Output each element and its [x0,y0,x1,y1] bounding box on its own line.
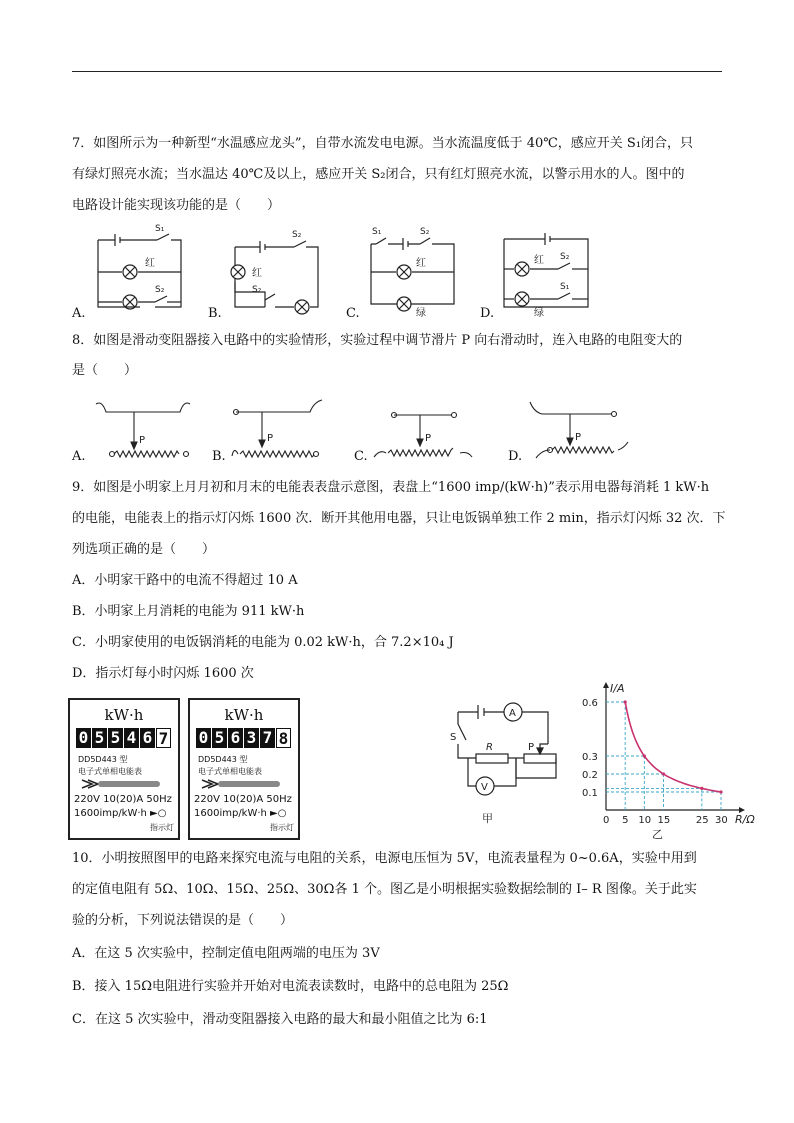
svg-text:甲: 甲 [482,812,493,825]
q8-rheostat-a [94,398,214,464]
meter-spec: 220V 10(20)A 50Hz [74,794,172,805]
q8-rheostat-b [232,396,342,464]
meter-indicator-label: 指示灯 [270,823,294,832]
y-tick-label: 0.6 [582,698,598,709]
meter-arrow-icon [80,778,170,790]
q9-option-d: D．指示灯每小时闪烁 1600 次 [72,666,254,681]
data-point [662,772,665,775]
meter-unit: kW·h [224,706,264,724]
svg-text:S: S [450,732,457,743]
header-rule [72,71,722,72]
q7-line1: 7．如图所示为一种新型“水温感应龙头”，自带水流发电电源。当水流温度低于 40℃，感应开关 S₁闭合，只 [72,136,694,151]
meter-name: 电子式单相电能表 [78,767,142,776]
q10-option-c: C．在这 5 次实验中，滑动变阻器接入电路的最大和最小阻值之比为 6:1 [72,1012,488,1027]
q7-circuit-c [368,222,458,317]
x-tick-label: 10 [638,815,652,826]
svg-text:绿: 绿 [416,308,426,319]
q8-option-b: B. [212,449,226,464]
x-tick-label: 5 [622,815,629,826]
s1-label: S₁ [155,224,165,234]
energy-meter-end [188,698,300,840]
meter-digits [76,728,172,748]
meter-digit: 5 [92,728,107,748]
q7-circuit-b [230,222,325,317]
meter-name: 电子式单相电能表 [198,767,262,776]
svg-text:S₂: S₂ [252,285,262,295]
q10-graph-yi [576,680,756,840]
q10-line1: 10．小明按照图甲的电路来探究电流与电阻的关系，电源电压恒为 5V，电流表量程为 0~0.6A，实验中用到 [72,851,697,866]
i-r-curve [625,702,721,792]
y-tick-label: 0.2 [582,770,598,781]
q9-line2: 的电能，电能表上的指示灯闪烁 1600 次．断开其他用电器，只让电饭锅单独工作 2 min，指示灯闪烁 32 次．下 [72,511,726,526]
graph-caption: 乙 [652,828,663,841]
meter-indicator-label: 指示灯 [150,823,174,832]
meter-digit: 5 [212,728,227,748]
x-tick-label: 0 [603,815,610,826]
svg-text:S₁: S₁ [372,227,382,237]
meter-constant: 1600imp/kW·h ►○ [74,808,167,819]
svg-text:红: 红 [534,255,544,266]
svg-text:P: P [575,432,582,443]
meter-digit: 6 [140,728,155,748]
meter-digit-decimal: 8 [276,728,291,748]
s2-label: S₂ [155,285,165,295]
meter-digit: 6 [228,728,243,748]
meter-digits [196,728,292,748]
q10-option-a: A．在这 5 次实验中，控制定值电阻两端的电压为 3V [72,946,380,961]
q7-line2: 有绿灯照亮水流；当水温达 40℃及以上，感应开关 S₂闭合，只有红灯照亮水流，以警示用水的人。图中的 [72,167,685,182]
data-point [624,700,627,703]
svg-text:S₂: S₂ [292,230,302,240]
x-axis-label: R/Ω [735,813,755,826]
svg-text:红: 红 [416,258,426,269]
q8-rheostat-c [372,405,482,465]
q10-circuit-jia [448,696,558,826]
q9-line1: 9．如图是小明家上月月初和月末的电能表表盘示意图，表盘上“1600 imp/(kW·h)”表示用电器每消耗 1 kW·h [72,480,710,495]
data-point [643,754,646,757]
q7-option-c: C. [346,306,360,321]
q8-option-a: A. [72,449,86,464]
svg-text:S₂: S₂ [560,252,570,262]
svg-text:S₁: S₁ [560,282,570,292]
y-tick-label: 0.3 [582,752,598,763]
svg-text:P: P [139,435,146,446]
energy-meter-start [68,698,180,840]
data-point [700,787,703,790]
meter-digit-decimal: 7 [156,728,171,748]
q7-circuit-d [500,225,592,320]
meter-digit: 3 [244,728,259,748]
svg-text:绿: 绿 [534,308,544,319]
x-tick-label: 15 [657,815,671,826]
svg-text:P: P [267,433,274,444]
svg-text:V: V [481,782,488,793]
meter-digit: 0 [76,728,91,748]
q10-line3: 验的分析，下列说法错误的是（ ） [72,913,294,928]
q9-line3: 列选项正确的是（ ） [72,542,216,557]
q8-line2: 是（ ） [72,363,138,378]
meter-unit: kW·h [104,706,144,724]
q8-line1: 8．如图是滑动变阻器接入电路中的实验情形，实验过程中调节滑片 P 向右滑动时，连入电路的电阻变大的 [72,333,683,348]
y-axis-label: I/A [610,682,625,695]
q8-option-c: C. [354,449,368,464]
meter-spec: 220V 10(20)A 50Hz [194,794,292,805]
y-axis-arrow [603,682,609,688]
red-label: 红 [145,258,155,269]
svg-text:P: P [425,433,432,444]
svg-text:R: R [486,742,493,753]
q10-option-b: B．接入 15Ω电阻进行实验并开始对电流表读数时，电路中的总电阻为 25Ω [72,979,509,994]
meter-digit: 0 [196,728,211,748]
meter-constant: 1600imp/kW·h ►○ [194,808,287,819]
q7-option-d: D. [480,306,495,321]
q9-option-c: C．小明家使用的电饭锅消耗的电能为 0.02 kW·h，合 7.2×10₄ J [72,635,454,650]
x-tick-label: 30 [715,815,728,826]
q9-option-b: B．小明家上月消耗的电能为 911 kW·h [72,604,305,619]
meter-digit: 4 [124,728,139,748]
svg-text:P: P [528,742,535,753]
q10-line2: 的定值电阻有 5Ω、10Ω、15Ω、25Ω、30Ω各 1 个。图乙是小明根据实验数据绘制的 I– R 图像。关于此实 [72,882,697,897]
q7-circuit-a [95,222,185,317]
q7-line3: 电路设计能实现该功能的是（ ） [72,198,281,213]
data-point [719,790,722,793]
q9-option-a: A．小明家干路中的电流不得超过 10 A [72,573,298,588]
meter-digit: 5 [108,728,123,748]
q7-option-a: A. [72,306,86,321]
x-tick-label: 25 [695,815,709,826]
meter-model: DD5D443 型 [198,755,248,764]
svg-text:A: A [509,708,516,719]
meter-arrow-icon [200,778,290,790]
q8-option-d: D. [508,449,523,464]
svg-text:红: 红 [252,268,262,279]
q8-rheostat-d [528,398,638,464]
meter-model: DD5D443 型 [78,755,128,764]
q7-option-b: B. [208,306,222,321]
svg-text:S₂: S₂ [420,227,430,237]
y-tick-label: 0.1 [582,788,598,799]
meter-digit: 7 [260,728,275,748]
